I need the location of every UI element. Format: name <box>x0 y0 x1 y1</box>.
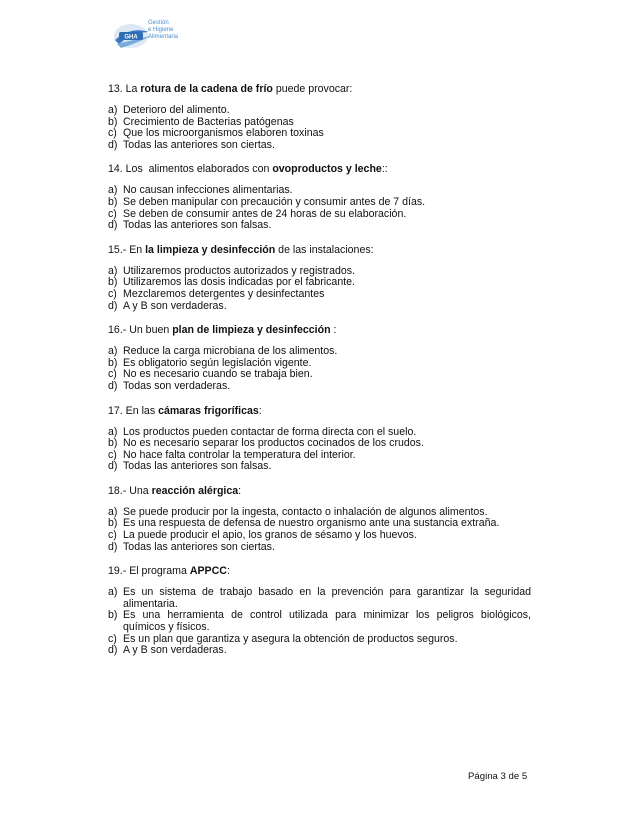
option: b) Es una herramienta de control utilizada para minimizar los peligros biológicos, químicos y físicos. <box>108 609 531 634</box>
options-18 <box>108 507 531 553</box>
option: b) Utilizaremos las dosis indicadas por el fabricante. <box>108 276 355 289</box>
option: d) Todas las anteriores son falsas. <box>108 219 272 232</box>
option: a) Deterioro del alimento. <box>108 104 230 116</box>
company-logo <box>111 14 191 56</box>
option: d) Todas las anteriores son ciertas. <box>108 540 275 553</box>
options-15 <box>108 266 531 312</box>
option: b) No es necesario separar los productos cocinados de los crudos. <box>108 437 424 450</box>
options-13 <box>108 105 531 151</box>
option: a) No causan infecciones alimentarias. <box>108 184 293 197</box>
option: c) La puede producir el apio, los granos de sésamo y los huevos. <box>108 529 417 542</box>
option: d) A y B son verdaderas. <box>108 644 227 657</box>
option: d) A y B son verdaderas. <box>108 299 227 312</box>
option: b) Se deben manipular con precaución y consumir antes de 7 días. <box>108 195 426 208</box>
question-16: 16.- Un buen plan de limpieza y desinfección : <box>108 324 337 337</box>
question-14: 14. Los alimentos elaborados con ovoproductos y leche:: <box>108 163 388 176</box>
option: a) Utilizaremos productos autorizados y registrados. <box>108 264 355 277</box>
option: b) Crecimiento de Bacterias patógenas <box>108 115 294 128</box>
option: c) Se deben de consumir antes de 24 horas de su elaboración. <box>108 207 407 220</box>
logo-text: Gestión e Higiene Alimentaria <box>148 20 179 40</box>
question-13: 13. La rotura de la cadena de frío puede provocar: <box>108 83 353 95</box>
question-15: 15.- En la limpieza y desinfección de las instalaciones: <box>108 243 374 256</box>
page-number: Página 3 de 5 <box>468 771 528 782</box>
option: a) Es un sistema de trabajo basado en la prevención para garantizar la seguridad alimentaria. <box>108 586 531 610</box>
options-17 <box>108 427 531 473</box>
option: c) Que los microorganismos elaboren toxinas <box>108 127 324 140</box>
option: d) Todas son verdaderas. <box>108 379 231 392</box>
question-19: 19.- El programa APPCC: <box>108 565 230 578</box>
option: c) No es necesario cuando se trabaja bien. <box>108 368 313 381</box>
options-19 <box>108 587 531 657</box>
questionnaire <box>108 82 531 668</box>
question-18: 18.- Una reacción alérgica: <box>108 484 242 497</box>
option: b) Es obligatorio según legislación vigente. <box>108 356 312 369</box>
option: a) Se puede producir por la ingesta, contacto o inhalación de algunos alimentos. <box>108 505 488 518</box>
question-17: 17. En las cámaras frigoríficas: <box>108 404 262 417</box>
svg-text:GHA: GHA <box>124 34 138 41</box>
options-16 <box>108 346 531 392</box>
option: c) Mezclaremos detergentes y desinfectantes <box>108 287 325 300</box>
option: d) Todas las anteriores son ciertas. <box>108 138 275 151</box>
option: d) Todas las anteriores son falsas. <box>108 460 272 473</box>
option: a) Los productos pueden contactar de forma directa con el suelo. <box>108 425 417 438</box>
option: b) Es una respuesta de defensa de nuestro organismo ante una sustancia extraña. <box>108 517 500 530</box>
option: a) Reduce la carga microbiana de los alimentos. <box>108 345 338 358</box>
option: c) Es un plan que garantiza y asegura la obtención de productos seguros. <box>108 632 458 645</box>
option: c) No hace falta controlar la temperatura del interior. <box>108 448 356 461</box>
options-14 <box>108 185 531 231</box>
